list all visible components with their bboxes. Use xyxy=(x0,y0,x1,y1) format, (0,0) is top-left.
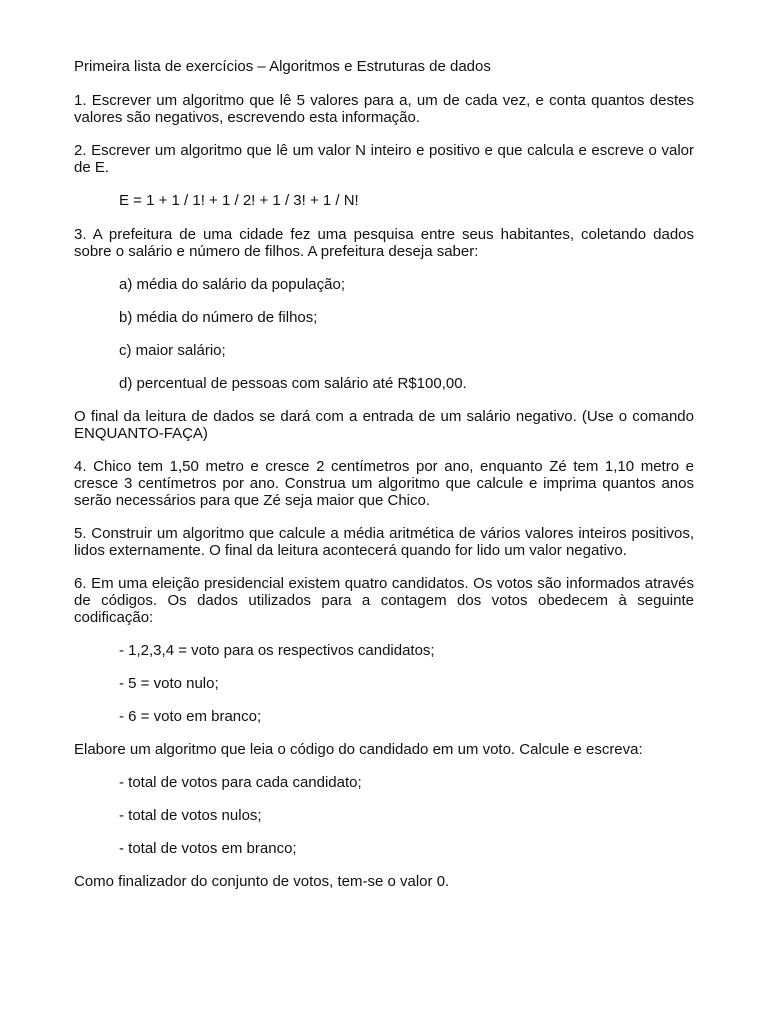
exercise-6-code-6: - 6 = voto em branco; xyxy=(119,708,262,725)
document-page xyxy=(74,58,694,906)
exercise-2-formula: E = 1 + 1 / 1! + 1 / 2! + 1 / 3! + 1 / N! xyxy=(119,192,359,209)
exercise-3-item-b: b) média do número de filhos; xyxy=(119,309,318,326)
exercise-3-item-a: a) média do salário da população; xyxy=(119,276,345,293)
document-title: Primeira lista de exercícios – Algoritmos e Estruturas de dados xyxy=(74,58,491,75)
exercise-6: 6. Em uma eleição presidencial existem quatro candidatos. Os votos são informados através de códigos. Os dados utilizados para a contagem dos votos obedecem à seguinte codificação: xyxy=(74,575,694,626)
exercise-1: 1. Escrever um algoritmo que lê 5 valores para a, um de cada vez, e conta quantos destes valores são negativos, escrevendo esta informação. xyxy=(74,92,694,126)
exercise-3-item-d: d) percentual de pessoas com salário até R$100,00. xyxy=(119,375,467,392)
exercise-6-output-blank: - total de votos em branco; xyxy=(119,840,297,857)
exercise-3-item-c: c) maior salário; xyxy=(119,342,226,359)
exercise-6-final: Como finalizador do conjunto de votos, tem-se o valor 0. xyxy=(74,873,450,890)
exercise-3-note: O final da leitura de dados se dará com a entrada de um salário negativo. (Use o comando ENQUANTO-FAÇA) xyxy=(74,408,694,442)
exercise-6-instruction: Elabore um algoritmo que leia o código do candidado em um voto. Calcule e escreva: xyxy=(74,741,643,758)
exercise-3: 3. A prefeitura de uma cidade fez uma pesquisa entre seus habitantes, coletando dados sobre o salário e número de filhos. A prefeitura deseja saber: xyxy=(74,226,694,260)
exercise-5: 5. Construir um algoritmo que calcule a média aritmética de vários valores inteiros positivos, lidos externamente. O final da leitura acontecerá quando for lido um valor negativo. xyxy=(74,525,694,559)
exercise-6-code-5: - 5 = voto nulo; xyxy=(119,675,219,692)
exercise-6-code-1-4: - 1,2,3,4 = voto para os respectivos candidatos; xyxy=(119,642,435,659)
exercise-6-output-null: - total de votos nulos; xyxy=(119,807,262,824)
exercise-6-output-candidates: - total de votos para cada candidato; xyxy=(119,774,362,791)
exercise-2: 2. Escrever um algoritmo que lê um valor N inteiro e positivo e que calcula e escreve o valor de E. xyxy=(74,142,694,176)
exercise-4: 4. Chico tem 1,50 metro e cresce 2 centímetros por ano, enquanto Zé tem 1,10 metro e cresce 3 centímetros por ano. Construa um algoritmo que calcule e imprima quantos anos serão necessários para que Zé seja maior que Chico. xyxy=(74,458,694,509)
